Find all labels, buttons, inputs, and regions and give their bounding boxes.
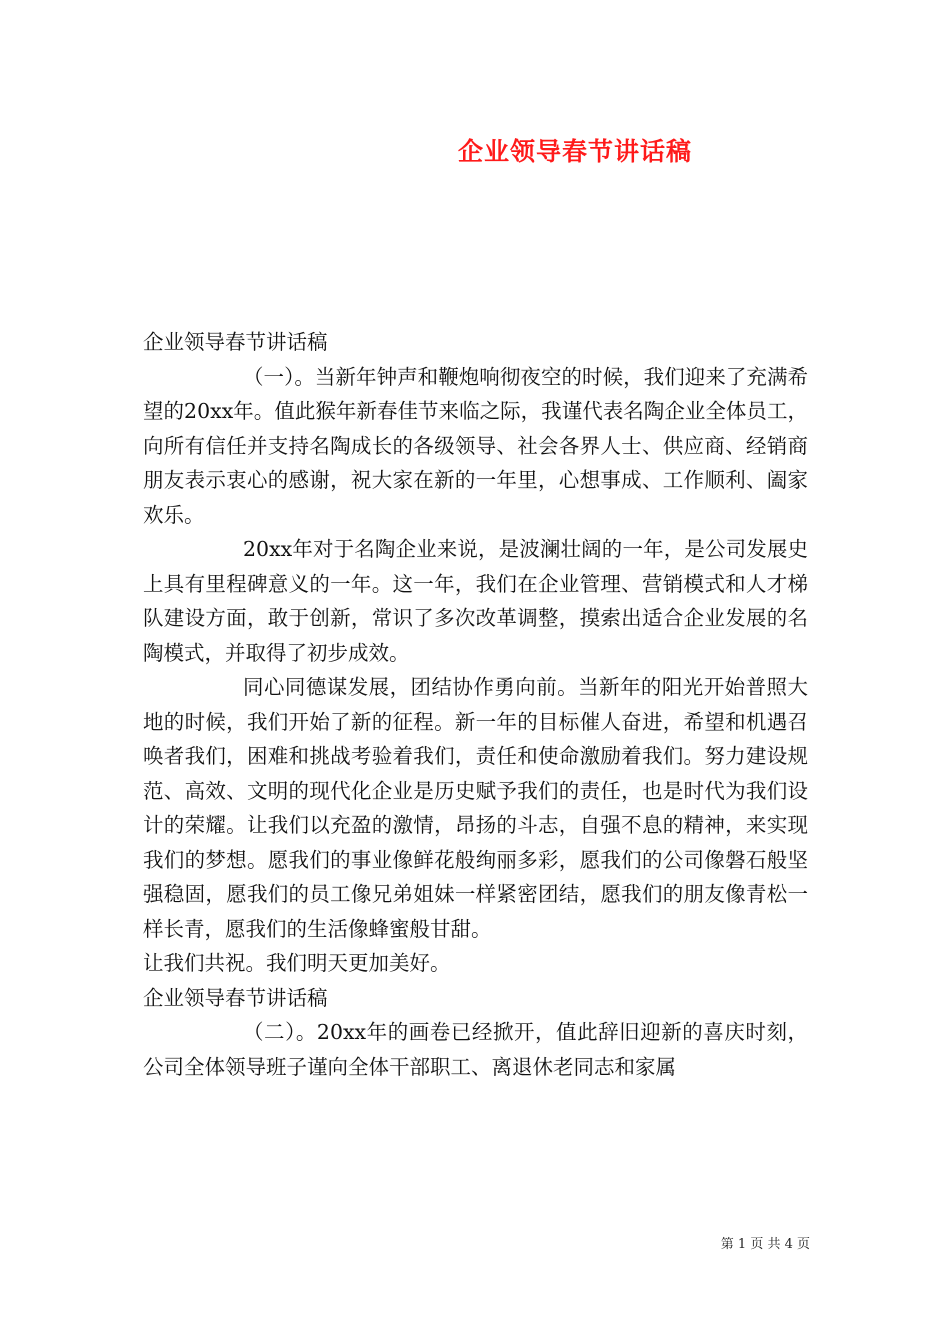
paragraph-2: 20xx年对于名陶企业来说，是波澜壮阔的一年，是公司发展史上具有里程碑意义的一年。这一年，我们在企业管理、营销模式和人才梯队建设方面，敢于创新，常识了多次改革调整，摸索出适合企业发展的名陶模式，并取得了初步成效。 (143, 537, 808, 665)
document-title: 企业领导春节讲话稿 (457, 137, 692, 166)
paragraph-1: （一）。当新年钟声和鞭炮响彻夜空的时候，我们迎来了充满希望的20xx年。值此猴年新春佳节来临之际，我谨代表名陶企业全体员工，向所有信任并支持名陶成长的各级领导、社会各界人士、供应商、经销商朋友表示衷心的感谢，祝大家在新的一年里，心想事成、工作顺利、阖家欢乐。 (143, 364, 808, 527)
section-heading-2: 企业领导春节讲话稿 (143, 985, 328, 1010)
paragraph-5: （二）。20xx年的画卷已经掀开，值此辞旧迎新的喜庆时刻，公司全体领导班子谨向全体干部职工、离退休老同志和家属 (143, 1020, 808, 1079)
document-body (143, 325, 808, 1084)
paragraph-4: 让我们共祝。我们明天更加美好。 (143, 951, 451, 975)
page-number: 第 1 页 共 4 页 (720, 1237, 810, 1252)
paragraph-3: 同心同德谋发展，团结协作勇向前。当新年的阳光开始普照大地的时候，我们开始了新的征程。新一年的目标催人奋进，希望和机遇召唤者我们，困难和挑战考验着我们，责任和使命激励着我们。努力建设规范、高效、文明的现代化企业是历史赋予我们的责任，也是时代为我们设计的荣耀。让我们以充盈的激情，昂扬的斗志，自强不息的精神，来实现我们的梦想。愿我们的事业像鲜花般绚丽多彩，愿我们的公司像磐石般坚强稳固，愿我们的员工像兄弟姐妹一样紧密团结，愿我们的朋友像青松一样长青，愿我们的生活像蜂蜜般甘甜。 (143, 675, 808, 941)
section-heading-1: 企业领导春节讲话稿 (143, 330, 328, 354)
